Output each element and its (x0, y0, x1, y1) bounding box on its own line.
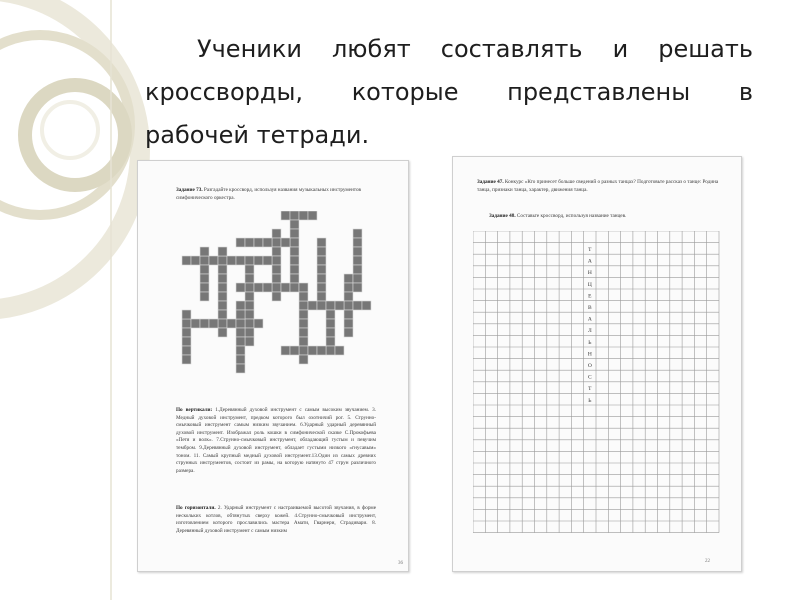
crossword-cell (344, 310, 353, 319)
crossword-cell (200, 319, 209, 328)
crossword-cell (326, 346, 335, 355)
grid-letter: О (587, 362, 592, 369)
crossword-cell (218, 265, 227, 274)
crossword-cell (245, 301, 254, 310)
crossword-cell (272, 256, 281, 265)
crossword-cell (317, 283, 326, 292)
crossword-cell (281, 211, 290, 220)
crossword-cell (344, 301, 353, 310)
crossword-cell (326, 319, 335, 328)
crossword-cell (299, 355, 308, 364)
crossword-cell (236, 238, 245, 247)
grid-letter: Ь (588, 397, 592, 404)
crossword-cell (290, 211, 299, 220)
crossword-cell (353, 256, 362, 265)
crossword-cell (353, 274, 362, 283)
heading-word: рабочей тетради. (145, 121, 370, 149)
page-number: 36 (398, 561, 403, 566)
crossword-cell (236, 256, 245, 265)
crossword-puzzle (176, 211, 376, 391)
heading-word: решать (658, 35, 753, 63)
crossword-cell (263, 238, 272, 247)
heading-word: Ученики (197, 35, 302, 63)
crossword-cell (326, 301, 335, 310)
crossword-cell (218, 256, 227, 265)
crossword-cell (200, 274, 209, 283)
empty-crossword-grid (473, 231, 723, 539)
crossword-cell (200, 247, 209, 256)
task-48-text: Составьте кроссворд, используя название танцев. (516, 213, 627, 219)
crossword-cell (236, 328, 245, 337)
crossword-cell (362, 301, 371, 310)
crossword-cell (317, 301, 326, 310)
crossword-cell (317, 274, 326, 283)
crossword-cell (236, 346, 245, 355)
crossword-cell (209, 256, 218, 265)
crossword-cell (308, 346, 317, 355)
crossword-cell (290, 256, 299, 265)
crossword-cell (236, 355, 245, 364)
crossword-cell (245, 265, 254, 274)
grid-letter: Ц (587, 281, 592, 288)
crossword-cell (236, 310, 245, 319)
crossword-cell (218, 310, 227, 319)
task-47 (477, 179, 722, 194)
heading-word: и (612, 35, 629, 63)
crossword-cell (299, 292, 308, 301)
heading-word: составлять (440, 35, 583, 63)
crossword-cell (317, 238, 326, 247)
crossword-cell (236, 337, 245, 346)
deco-circle-small (25, 85, 125, 185)
crossword-cell (245, 274, 254, 283)
crossword-cell (272, 265, 281, 274)
crossword-cell (245, 328, 254, 337)
crossword-cell (290, 265, 299, 274)
clues-horizontal-text: 2. Ударный инструмент с настраиваемой высотой звучания, в форме нескольких котлов, обтянутых сверху кожей. 4.Струнно-смычковый инструмент, изготовлением которого прославились мастера Амати, Гварнери, Страдивари. 8. Деревянный духовой инструмент с самым низким (176, 505, 376, 534)
crossword-cell (326, 310, 335, 319)
crossword-cell (299, 328, 308, 337)
crossword-cell (290, 247, 299, 256)
clues-vertical (176, 407, 376, 475)
crossword-cell (209, 319, 218, 328)
crossword-cell (335, 301, 344, 310)
grid-letter: С (588, 374, 592, 381)
crossword-cell (254, 238, 263, 247)
clues-horizontal (176, 505, 376, 535)
grid-letter: Н (587, 351, 592, 358)
crossword-cell (353, 229, 362, 238)
crossword-cell (353, 283, 362, 292)
crossword-cell (326, 337, 335, 346)
crossword-cell (344, 328, 353, 337)
grid-letter: В (588, 304, 592, 311)
crossword-cell (308, 301, 317, 310)
heading-word: в (738, 78, 753, 106)
grid-letter: Ь (588, 339, 592, 346)
crossword-cell (326, 328, 335, 337)
heading-line-1 (145, 28, 753, 71)
crossword-cell (236, 364, 245, 373)
crossword-cell (236, 301, 245, 310)
crossword-cell (218, 292, 227, 301)
crossword-cell (254, 283, 263, 292)
crossword-cell (272, 229, 281, 238)
crossword-cell (344, 274, 353, 283)
crossword-cell (245, 256, 254, 265)
crossword-cell (344, 292, 353, 301)
crossword-cell (281, 283, 290, 292)
grid-letter: А (587, 316, 592, 323)
crossword-cell (182, 346, 191, 355)
crossword-cell (191, 256, 200, 265)
crossword-cell (245, 283, 254, 292)
crossword-cell (308, 211, 317, 220)
crossword-cell (299, 337, 308, 346)
crossword-cell (182, 328, 191, 337)
crossword-cell (182, 310, 191, 319)
crossword-cell (317, 256, 326, 265)
crossword-cell (299, 310, 308, 319)
crossword-cell (218, 328, 227, 337)
crossword-cell (290, 229, 299, 238)
crossword-cell (290, 238, 299, 247)
crossword-cell (182, 337, 191, 346)
task-47-text: Конкурс «Кто принесет больше сведений о разных танцах? Подготовьте рассказ о танце: Родина танца, признаки танца, характер, движения танца. (477, 179, 719, 193)
crossword-cell (290, 346, 299, 355)
crossword-cell (290, 220, 299, 229)
crossword-cell (353, 301, 362, 310)
crossword-cell (236, 283, 245, 292)
task-73-text: Разгадайте кроссворд, используя названия музыкальных инструментов симфонического оркестра. (176, 187, 361, 201)
crossword-cell (182, 319, 191, 328)
grid-letter: Л (587, 328, 592, 335)
crossword-cell (299, 301, 308, 310)
crossword-cell (281, 238, 290, 247)
heading-word: которые (351, 78, 459, 106)
task-48 (489, 213, 724, 221)
crossword-cell (254, 319, 263, 328)
crossword-cell (344, 319, 353, 328)
crossword-cell (218, 247, 227, 256)
crossword-cell (263, 283, 272, 292)
heading-word: кроссворды, (145, 78, 304, 106)
task-73-title: Задание 73. (176, 187, 203, 193)
grid-letter: Т (588, 386, 592, 393)
crossword-cell (254, 256, 263, 265)
crossword-cell (299, 346, 308, 355)
crossword-cell (245, 292, 254, 301)
crossword-cell (353, 265, 362, 274)
crossword-cell (263, 256, 272, 265)
crossword-cell (200, 283, 209, 292)
crossword-cell (317, 346, 326, 355)
crossword-cell (218, 319, 227, 328)
grid-letter: Т (588, 246, 592, 253)
crossword-cell (353, 247, 362, 256)
heading-word: представлены (507, 78, 691, 106)
crossword-cell (290, 274, 299, 283)
clues-vertical-text: 1.Деревянный духовой инструмент с самым высоким звучанием. 3. Медный духовой инструмент, предком которого был охотничий рог. 5. Струнно-смычковый инструмент самым низким звучанием. 6.Ударный ударный деревянный духовой инструмент. Изображал роль кошки в симфонической сказке С.Прокофьева «Петя и волк». 7.Струнно-смычковый инструмент, обладающий густым и певучим тембром. 9.Деревянный духовой инструмент, обладает густыми низкого «гнусавым» тоном. 11. Самый крупный медный духовой инструмент.13.Один из самых древних струнных инструментов, состоит из рамы, на которую натянуто 47 струн различного размера. (176, 407, 376, 474)
crossword-cell (299, 319, 308, 328)
crossword-cell (245, 310, 254, 319)
grid-letter: Е (588, 293, 592, 300)
crossword-cell (335, 346, 344, 355)
slide-heading (145, 28, 753, 157)
crossword-cell (236, 319, 245, 328)
crossword-cell (272, 292, 281, 301)
crossword-cell (245, 319, 254, 328)
task-48-title: Задание 48. (489, 213, 516, 219)
heading-word: любят (331, 35, 411, 63)
crossword-cell (191, 319, 200, 328)
deco-circle-inner (42, 102, 98, 158)
clues-vertical-title: По вертикали: (176, 407, 213, 413)
task-47-title: Задание 47. (477, 179, 504, 185)
crossword-cell (182, 256, 191, 265)
clues-horizontal-title: По горизонтали. (176, 505, 216, 511)
crossword-cell (299, 283, 308, 292)
crossword-cell (353, 238, 362, 247)
crossword-cell (245, 238, 254, 247)
heading-line-3 (145, 114, 753, 157)
crossword-cell (272, 283, 281, 292)
crossword-cell (227, 319, 236, 328)
workbook-page-crossword (137, 160, 409, 572)
crossword-cell (200, 292, 209, 301)
crossword-cell (299, 211, 308, 220)
page-number: 22 (705, 559, 710, 564)
workbook-page-grid (452, 156, 742, 572)
crossword-cell (344, 283, 353, 292)
crossword-cell (317, 247, 326, 256)
crossword-cell (317, 265, 326, 274)
grid-letter: Н (587, 270, 592, 277)
crossword-cell (200, 265, 209, 274)
crossword-cell (200, 256, 209, 265)
crossword-cell (290, 283, 299, 292)
crossword-cell (272, 247, 281, 256)
task-73 (176, 187, 376, 202)
heading-line-2 (145, 71, 753, 114)
crossword-cell (245, 337, 254, 346)
crossword-cell (218, 301, 227, 310)
crossword-cell (218, 274, 227, 283)
crossword-cell (281, 346, 290, 355)
crossword-cell (227, 256, 236, 265)
crossword-cell (218, 283, 227, 292)
crossword-cell (272, 238, 281, 247)
crossword-cell (182, 355, 191, 364)
crossword-cell (272, 274, 281, 283)
grid-letter: А (587, 258, 592, 265)
crossword-cell (317, 292, 326, 301)
